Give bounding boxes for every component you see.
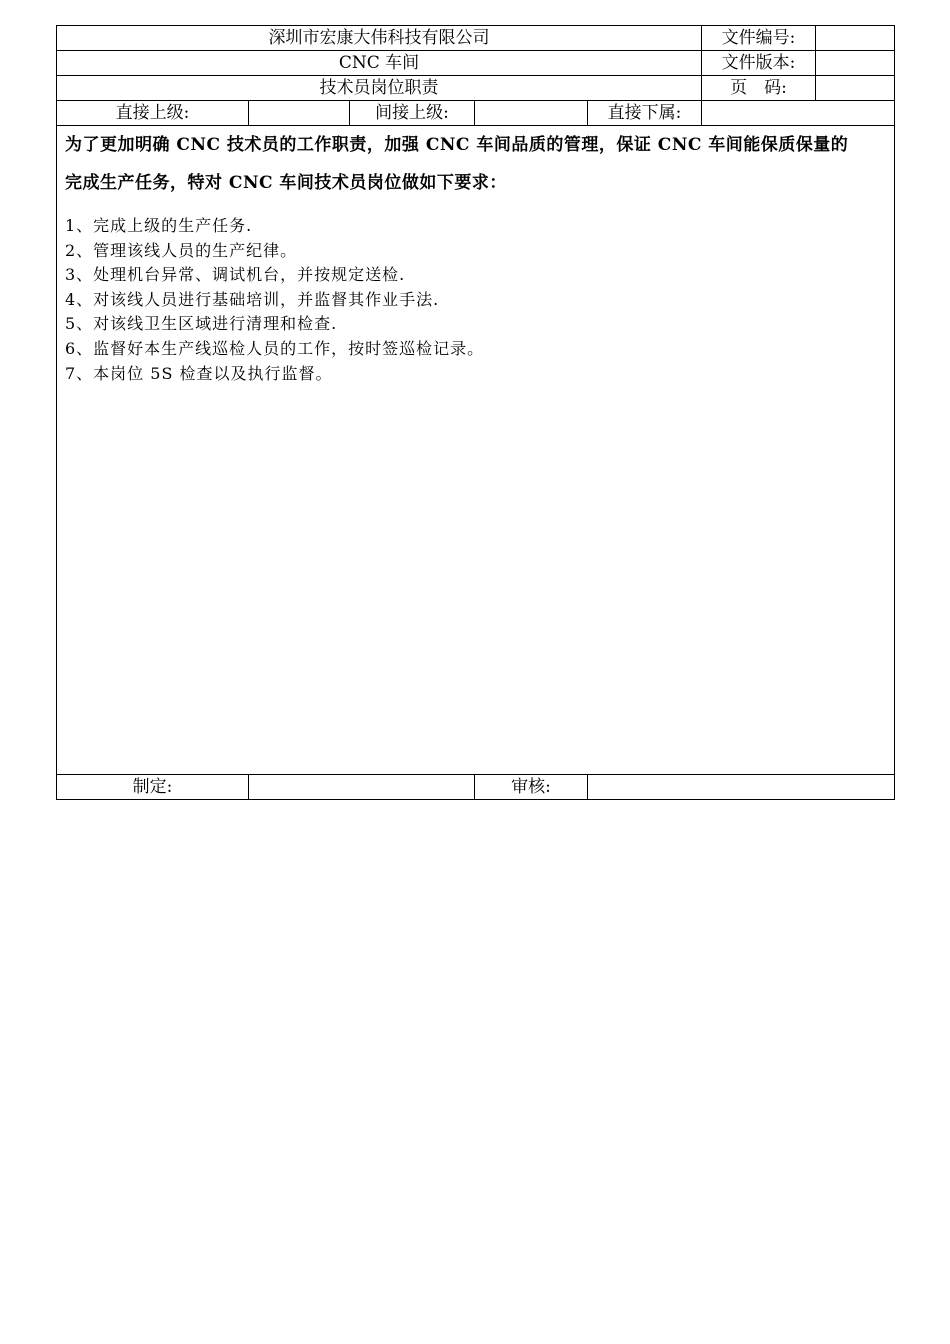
company-name: 深圳市宏康大伟科技有限公司 — [57, 26, 702, 51]
doc-number-value[interactable] — [816, 26, 894, 50]
job-description-form — [56, 25, 895, 800]
content-area — [57, 126, 895, 775]
content-row — [57, 126, 895, 775]
indirect-superior-label: 间接上级: — [375, 103, 449, 123]
direct-superior-value[interactable] — [249, 101, 350, 125]
doc-version-value[interactable] — [816, 51, 894, 75]
doc-version-label: 文件版本: — [702, 51, 816, 75]
prepared-by-label: 制定: — [57, 775, 249, 800]
prepared-by-value[interactable] — [249, 775, 475, 800]
duty-item: 6、监督好本生产线巡检人员的工作，按时签巡检记录。 — [65, 338, 485, 358]
duty-item: 3、处理机台异常、调试机台，并按规定送检. — [65, 265, 406, 285]
indirect-superior-value[interactable] — [475, 101, 588, 126]
doc-number-label: 文件编号: — [702, 26, 816, 50]
reviewed-by-value[interactable] — [588, 775, 895, 800]
duty-item: 5、对该线卫生区域进行清理和检查. — [65, 314, 338, 334]
header-row-title — [57, 76, 895, 101]
header-row-workshop — [57, 51, 895, 76]
duty-item: 7、本岗位 5S 检查以及执行监督。 — [65, 363, 333, 383]
intro-line-2: 完成生产任务，特对 CNC 车间技术员岗位做如下要求： — [65, 173, 507, 193]
workshop-name: CNC 车间 — [57, 51, 702, 76]
page-value[interactable] — [816, 76, 894, 100]
duty-item: 1、完成上级的生产任务. — [65, 216, 253, 235]
header-row-reporting — [57, 101, 895, 126]
document-title: 技术员岗位职责 — [57, 76, 702, 101]
direct-superior-label: 直接上级: — [57, 101, 249, 126]
duty-item: 2、管理该线人员的生产纪律。 — [65, 240, 298, 260]
document — [56, 25, 894, 800]
intro-line-1: 为了更加明确 CNC 技术员的工作职责，加强 CNC 车间品质的管理，保证 CNC 车间能保质保量的 — [65, 135, 849, 155]
duty-item: 4、对该线人员进行基础培训，并监督其作业手法. — [65, 289, 440, 309]
duty-list — [65, 214, 886, 386]
page-label: 页 码: — [702, 76, 816, 100]
direct-subordinate-label: 直接下属: — [588, 101, 702, 126]
header-row-company — [57, 26, 895, 51]
reviewed-by-label: 审核: — [475, 775, 588, 800]
direct-subordinate-value[interactable] — [702, 101, 895, 126]
footer-row — [57, 775, 895, 800]
